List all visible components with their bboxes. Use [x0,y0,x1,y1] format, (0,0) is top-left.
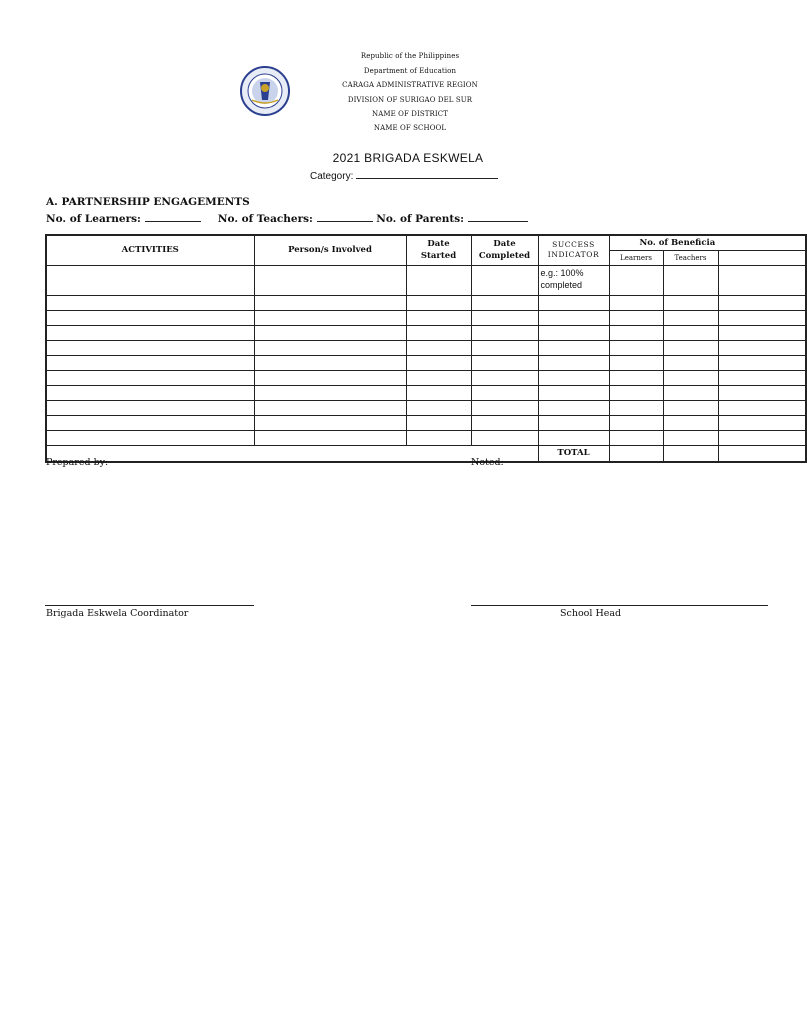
table-row [46,325,806,340]
category-field [310,169,498,182]
table-row [46,370,806,385]
cell[interactable] [718,340,806,355]
header-date-started-line1: Date [427,239,450,250]
school-head-signature-line[interactable] [471,605,768,606]
header-persons-involved: Person/s Involved [254,235,406,265]
table-row [46,340,806,355]
header-date-completed [471,235,538,265]
cell[interactable] [46,430,254,445]
header-beneficiaries-label: No. of Beneficia [639,237,716,248]
coordinator-label: Brigada Eskwela Coordinator [46,608,189,619]
cell[interactable] [538,295,609,310]
cell[interactable] [538,385,609,400]
header-republic: Republic of the Philippines [360,52,460,60]
cell-date-completed[interactable] [471,265,538,295]
parents-blank[interactable] [468,212,528,222]
cell[interactable] [471,295,538,310]
cell[interactable] [471,400,538,415]
total-row [46,445,806,462]
cell[interactable] [663,370,718,385]
cell[interactable] [471,325,538,340]
category-label: Category: [310,171,354,182]
header-parents [718,250,806,265]
total-extra[interactable] [718,445,806,462]
cell[interactable] [254,400,406,415]
header-beneficiaries [609,235,806,250]
cell[interactable] [718,310,806,325]
table-row [46,430,806,445]
teachers-blank[interactable] [317,212,373,222]
cell[interactable] [609,325,663,340]
header-district: NAME OF DISTRICT [371,110,448,118]
table-row [46,355,806,370]
cell[interactable] [663,325,718,340]
table-row [46,385,806,400]
cell[interactable] [406,310,471,325]
cell[interactable] [609,370,663,385]
header-success-line1: SUCCESS [552,240,595,250]
cell-activity[interactable] [46,265,254,295]
cell[interactable] [406,415,471,430]
cell[interactable] [46,415,254,430]
cell[interactable] [718,370,806,385]
table-row [46,310,806,325]
noted-label: Noted: [471,457,504,468]
total-spacer [46,445,538,462]
total-teachers[interactable] [663,445,718,462]
cell-learners[interactable] [609,265,663,295]
cell[interactable] [471,355,538,370]
cell[interactable] [471,385,538,400]
learners-label: No. of Learners: [46,213,141,225]
header-date-completed-line1: Date [493,239,516,250]
cell[interactable] [663,295,718,310]
cell[interactable] [46,325,254,340]
cell[interactable] [254,370,406,385]
cell[interactable] [46,295,254,310]
header-department: Department of Education [363,67,457,75]
cell[interactable] [254,385,406,400]
cell[interactable] [663,415,718,430]
sample-success-line1: e.g.: 100% [540,267,584,278]
cell[interactable] [254,355,406,370]
header-school: NAME OF SCHOOL [373,124,447,132]
cell[interactable] [609,430,663,445]
sample-success-line2: completed [540,279,583,290]
header-activities: ACTIVITIES [46,235,254,265]
cell[interactable] [663,340,718,355]
cell[interactable] [406,325,471,340]
cell[interactable] [718,400,806,415]
cell[interactable] [406,430,471,445]
header-division: DIVISION OF SURIGAO DEL SUR [347,96,473,104]
prepared-by-label: Prepared by: [46,457,109,468]
cell[interactable] [538,415,609,430]
cell[interactable] [254,295,406,310]
header-region: CARAGA ADMINISTRATIVE REGION [342,81,478,89]
header-learners: Learners [609,250,663,265]
cell[interactable] [254,325,406,340]
cell[interactable] [663,310,718,325]
cell[interactable] [538,310,609,325]
cell[interactable] [609,385,663,400]
cell[interactable] [406,400,471,415]
cell-persons[interactable] [254,265,406,295]
cell[interactable] [471,370,538,385]
engagements-table-wrap [45,234,768,458]
cell[interactable] [609,295,663,310]
cell[interactable] [254,430,406,445]
header-teachers: Teachers [663,250,718,265]
cell[interactable] [46,310,254,325]
parents-label: No. of Parents: [376,213,465,225]
learners-blank[interactable] [145,212,201,222]
cell[interactable] [254,310,406,325]
deped-seal [230,66,300,116]
table-row [46,295,806,310]
cell[interactable] [471,415,538,430]
header-date-started-line2: Started [420,251,457,262]
section-title: A. PARTNERSHIP ENGAGEMENTS [46,196,250,208]
cell-extra[interactable] [718,265,806,295]
cell[interactable] [609,340,663,355]
cell[interactable] [609,355,663,370]
cell[interactable] [718,430,806,445]
cell[interactable] [471,340,538,355]
cell[interactable] [254,415,406,430]
header-date-started [406,235,471,265]
table-row [46,415,806,430]
header-success-line2: INDICATOR [547,250,600,260]
cell[interactable] [663,430,718,445]
cell[interactable] [538,355,609,370]
cell[interactable] [538,340,609,355]
teachers-label: No. of Teachers: [217,213,313,225]
cell[interactable] [538,400,609,415]
cell[interactable] [46,355,254,370]
cell[interactable] [718,325,806,340]
cell[interactable] [406,370,471,385]
cell[interactable] [406,355,471,370]
school-head-label: School Head [560,608,622,619]
category-blank[interactable] [356,169,498,179]
total-label: TOTAL [538,445,609,462]
cell[interactable] [46,400,254,415]
header-success-indicator [538,235,609,265]
cell[interactable] [663,400,718,415]
cell-date-started[interactable] [406,265,471,295]
cell[interactable] [46,370,254,385]
cell[interactable] [609,415,663,430]
cell-success-indicator[interactable] [538,265,609,295]
header-date-completed-line2: Completed [478,251,531,262]
cell[interactable] [609,310,663,325]
cell[interactable] [538,430,609,445]
cell[interactable] [538,325,609,340]
cell[interactable] [254,340,406,355]
total-learners[interactable] [609,445,663,462]
cell[interactable] [406,340,471,355]
cell[interactable] [718,295,806,310]
cell[interactable] [609,400,663,415]
coordinator-signature-line[interactable] [45,605,254,606]
cell[interactable] [718,415,806,430]
page-title: 2021 BRIGADA ESKWELA [332,151,484,165]
counts-row [46,212,528,225]
cell[interactable] [46,340,254,355]
engagements-table [45,234,807,463]
cell[interactable] [406,295,471,310]
cell[interactable] [663,355,718,370]
cell[interactable] [46,385,254,400]
cell[interactable] [663,385,718,400]
cell[interactable] [718,385,806,400]
cell-teachers[interactable] [663,265,718,295]
cell[interactable] [538,370,609,385]
table-row [46,400,806,415]
cell[interactable] [471,430,538,445]
cell[interactable] [406,385,471,400]
table-row [46,265,806,295]
cell[interactable] [718,355,806,370]
cell[interactable] [471,310,538,325]
